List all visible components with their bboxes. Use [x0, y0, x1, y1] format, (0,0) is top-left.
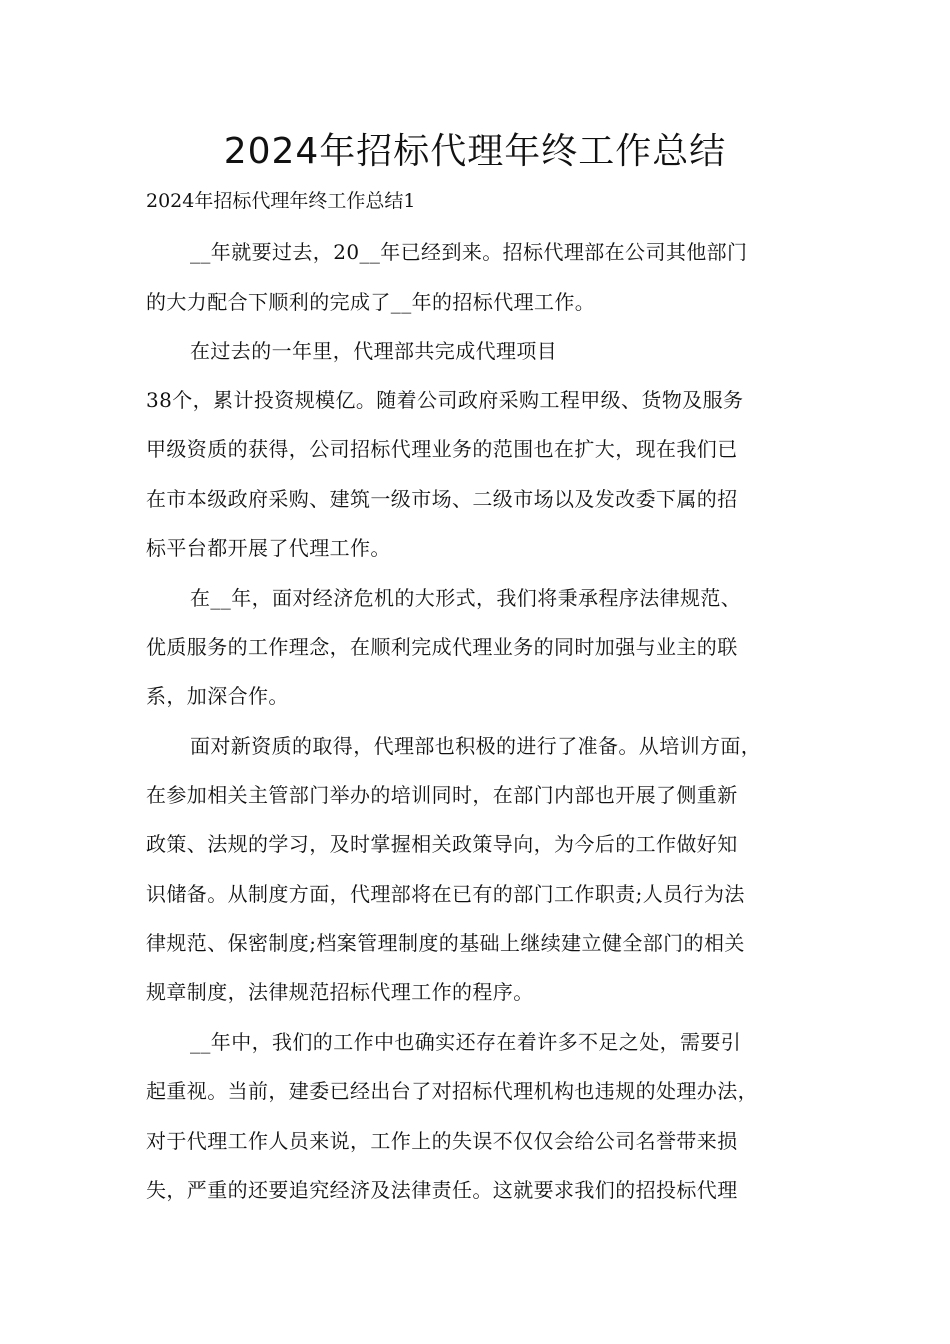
paragraph-line: 识储备。从制度方面，代理部将在已有的部门工作职责;人员行为法	[146, 882, 745, 906]
paragraph-line: 优质服务的工作理念，在顺利完成代理业务的同时加强与业主的联	[146, 635, 738, 659]
paragraph-line: 起重视。当前，建委已经出台了对招标代理机构也违规的处理办法，	[146, 1079, 758, 1103]
paragraph-line: 在过去的一年里，代理部共完成代理项目	[190, 339, 558, 363]
paragraph-line: 38个，累计投资规模亿。随着公司政府采购工程甲级、货物及服务	[146, 388, 744, 412]
paragraph-line: 律规范、保密制度;档案管理制度的基础上继续建立健全部门的相关	[146, 931, 745, 955]
paragraph-line: 面对新资质的取得，代理部也积极的进行了准备。从培训方面，	[190, 734, 762, 758]
paragraph-line: 规章制度，法律规范招标代理工作的程序。	[146, 980, 534, 1004]
document-title: 2024年招标代理年终工作总结	[223, 131, 727, 172]
paragraph-line: 系，加深合作。	[146, 684, 289, 708]
paragraph-line: 政策、法规的学习，及时掌握相关政策导向，为今后的工作做好知	[146, 832, 738, 856]
paragraph-line: 在市本级政府采购、建筑一级市场、二级市场以及发改委下属的招	[146, 487, 738, 511]
section-heading: 2024年招标代理年终工作总结1	[146, 190, 416, 212]
paragraph-line: 标平台都开展了代理工作。	[146, 536, 391, 560]
paragraph-line: __年就要过去，20__年已经到来。招标代理部在公司其他部门	[190, 240, 748, 264]
paragraph-line: 对于代理工作人员来说，工作上的失误不仅仅会给公司名誉带来损	[146, 1129, 738, 1153]
paragraph-line: 在__年，面对经济危机的大形式，我们将秉承程序法律规范、	[190, 586, 742, 610]
paragraph-line: 失，严重的还要追究经济及法律责任。这就要求我们的招投标代理	[146, 1178, 738, 1202]
paragraph-line: 甲级资质的获得，公司招标代理业务的范围也在扩大，现在我们已	[146, 437, 738, 461]
paragraph-line: 的大力配合下顺利的完成了__年的招标代理工作。	[146, 290, 596, 314]
paragraph-line: __年中，我们的工作中也确实还存在着许多不足之处，需要引	[190, 1030, 742, 1054]
paragraph-line: 在参加相关主管部门举办的培训同时，在部门内部也开展了侧重新	[146, 783, 738, 807]
